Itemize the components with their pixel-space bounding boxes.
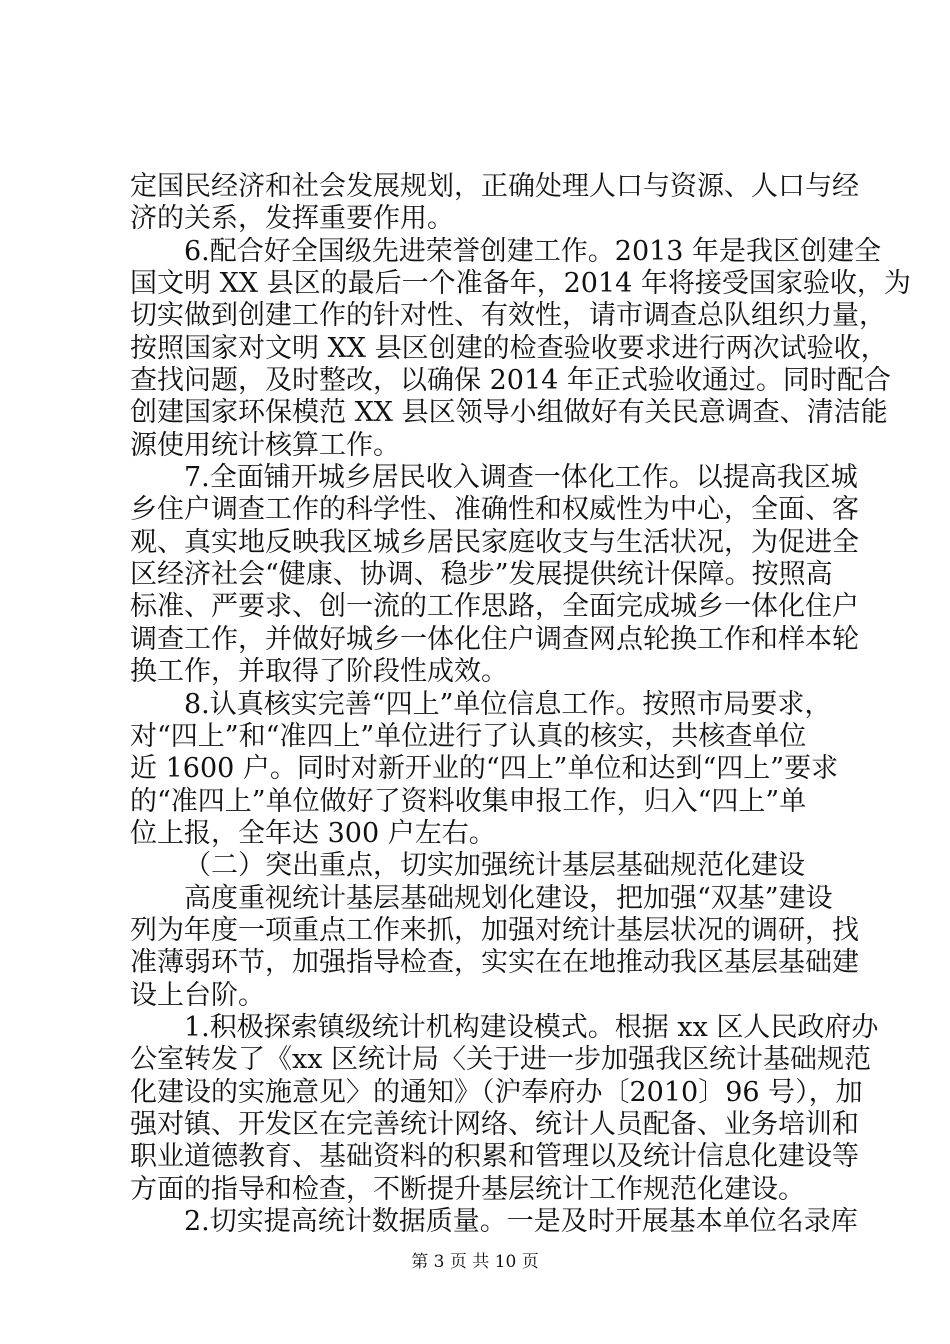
- text-line: 源使用统计核算工作。: [130, 430, 400, 461]
- text-line: 列为年度一项重点工作来抓，加强对统计基层状况的调研，找: [130, 915, 859, 946]
- text-line: 区经济社会“健康、协调、稳步”发展提供统计保障。按照高: [130, 559, 833, 590]
- text-line: 创建国家环保模范 XX 县区领导小组做好有关民意调查、清洁能: [130, 397, 888, 428]
- text-line: 位上报，全年达 300 户左右。: [130, 818, 496, 849]
- text-line: 国文明 XX 县区的最后一个准备年，2014 年将接受国家验收，为: [130, 268, 911, 299]
- text-line: 方面的指导和检查，不断提升基层统计工作规范化建设。: [130, 1174, 805, 1205]
- page-footer: 第 3 页 共 10 页: [411, 1252, 539, 1272]
- text-line: 济的关系，发挥重要作用。: [130, 203, 454, 234]
- text-line: 换工作，并取得了阶段性成效。: [130, 656, 508, 687]
- text-line: 乡住户调查工作的科学性、准确性和权威性为中心，全面、客: [130, 494, 859, 525]
- text-line: 1.积极探索镇级统计机构建设模式。根据 xx 区人民政府办: [184, 1012, 879, 1043]
- text-line: 职业道德教育、基础资料的积累和管理以及统计信息化建设等: [130, 1141, 859, 1172]
- text-line: 强对镇、开发区在完善统计网络、统计人员配备、业务培训和: [130, 1109, 859, 1140]
- text-line: 的“准四上”单位做好了资料收集申报工作，归入“四上”单: [130, 786, 807, 817]
- text-line: 调查工作，并做好城乡一体化住户调查网点轮换工作和样本轮: [130, 624, 859, 655]
- text-line: 2.切实提高统计数据质量。一是及时开展基本单位名录库: [184, 1206, 858, 1237]
- text-line: 8.认真核实完善“四上”单位信息工作。按照市局要求，: [184, 689, 832, 720]
- text-line: 高度重视统计基层基础规划化建设，把加强“双基”建设: [184, 883, 833, 914]
- text-line: 切实做到创建工作的针对性、有效性，请市调查总队组织力量，: [130, 300, 886, 331]
- text-line: 准薄弱环节，加强指导检查，实实在在地推动我区基层基础建: [130, 947, 859, 978]
- text-line: 设上台阶。: [130, 980, 265, 1011]
- text-line: 定国民经济和社会发展规划，正确处理人口与资源、人口与经: [130, 171, 859, 202]
- text-line: 查找问题，及时整改，以确保 2014 年正式验收通过。同时配合: [130, 365, 891, 396]
- text-line: 7.全面铺开城乡居民收入调查一体化工作。以提高我区城: [184, 462, 858, 493]
- text-line: 6.配合好全国级先进荣誉创建工作。2013 年是我区创建全: [184, 236, 882, 267]
- text-line: 近 1600 户。同时对新开业的“四上”单位和达到“四上”要求: [130, 753, 839, 784]
- text-line: 对“四上”和“准四上”单位进行了认真的核实，共核查单位: [130, 721, 807, 752]
- text-line: 标准、严要求、创一流的工作思路，全面完成城乡一体化住户: [130, 591, 859, 622]
- text-line: 按照国家对文明 XX 县区创建的检查验收要求进行两次试验收，: [130, 333, 888, 364]
- text-line: （二）突出重点，切实加强统计基层基础规范化建设: [184, 850, 805, 881]
- text-line: 化建设的实施意见〉的通知》（沪奉府办〔2010〕96 号），加: [130, 1077, 863, 1108]
- text-line: 公室转发了《xx 区统计局〈关于进一步加强我区统计基础规范: [130, 1044, 872, 1075]
- text-line: 观、真实地反映我区城乡居民家庭收支与生活状况，为促进全: [130, 527, 859, 558]
